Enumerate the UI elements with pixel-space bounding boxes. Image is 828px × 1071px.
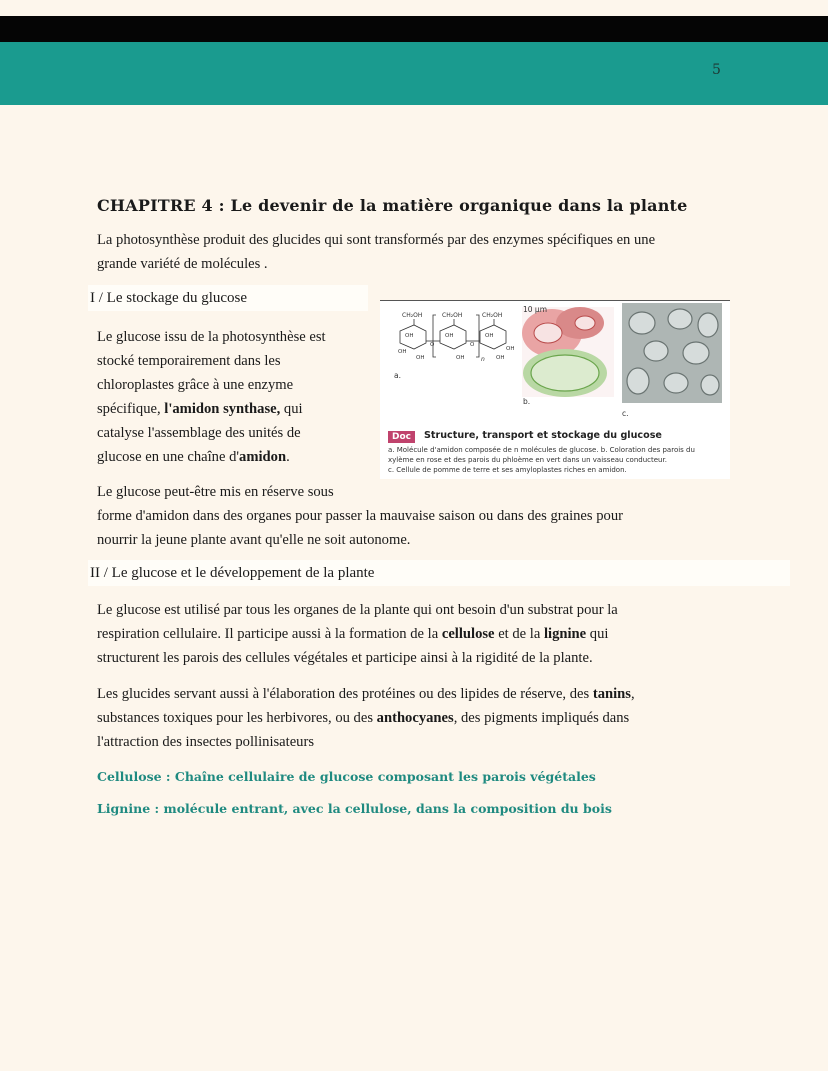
keyword-cellulose: cellulose xyxy=(441,626,495,642)
oh-label: OH xyxy=(445,333,454,339)
oh-label: OH xyxy=(405,333,414,339)
figure-label-c: c. xyxy=(622,409,629,418)
ch2oh-label: CH₂OH xyxy=(482,312,503,319)
figure-label-b: b. xyxy=(523,397,531,406)
figure-illustrations xyxy=(380,301,730,426)
ch2oh-label: CH₂OH xyxy=(442,312,463,319)
text-line: spécifique, l'amidon synthase, qui xyxy=(97,401,303,417)
section1-paragraph2 xyxy=(97,480,623,552)
figure-glucose-structure xyxy=(380,300,730,479)
intro-line: grande variété de molécules . xyxy=(97,256,268,272)
text-line: nourrir la jeune plante avant qu'elle ne soit autonome. xyxy=(97,532,411,548)
oh-label: OH xyxy=(456,355,465,361)
keyword-lignine: lignine xyxy=(543,626,587,642)
o-label: O xyxy=(470,342,475,348)
section2-paragraph2 xyxy=(97,682,635,754)
text-line: Le glucose est utilisé par tous les organes de la plante qui ont besoin d'un substrat pour la xyxy=(97,602,618,618)
definition-cellulose: Cellulose : Chaîne cellulaire de glucose composant les parois végétales xyxy=(97,769,596,784)
figure-label-a: a. xyxy=(394,371,401,380)
section1-paragraph1 xyxy=(97,325,326,469)
ch2oh-label: CH₂OH xyxy=(402,312,423,319)
text-line: l'attraction des insectes pollinisateurs xyxy=(97,734,315,750)
doc-tag: Doc xyxy=(388,431,415,443)
text-line: glucose en une chaîne d'amidon. xyxy=(97,449,290,465)
keyword-amidon: amidon xyxy=(239,449,287,465)
o-label: O xyxy=(430,342,435,348)
potato-amyloplast-micrograph xyxy=(622,303,722,403)
oh-label: OH xyxy=(496,355,505,361)
chapter-title: CHAPITRE 4 : Le devenir de la matière organique dans la plante xyxy=(97,196,688,215)
figure-title: Structure, transport et stockage du glucose xyxy=(424,430,662,441)
text-line: chloroplastes grâce à une enzyme xyxy=(97,377,294,393)
top-margin xyxy=(0,0,828,16)
text-line: stocké temporairement dans les xyxy=(97,353,281,369)
keyword-tanins: tanins xyxy=(592,686,631,702)
header-black-band xyxy=(0,16,828,42)
scale-bar-label: 10 µm xyxy=(523,305,548,314)
text-line: Le glucose issu de la photosynthèse est xyxy=(97,329,326,345)
text-line: respiration cellulaire. Il participe aussi à la formation de la cellulose et de la lignine qui xyxy=(97,626,609,642)
text-line: Le glucose peut-être mis en réserve sous xyxy=(97,484,334,500)
section2-heading: II / Le glucose et le développement de la plante xyxy=(88,560,790,586)
figure-caption-line: a. Molécule d'amidon composée de n molécules de glucose. b. Coloration des parois du xyxy=(388,446,695,454)
text-line: structurent les parois des cellules végétales et participe ainsi à la rigidité de la plante. xyxy=(97,650,593,666)
oh-label: OH xyxy=(506,346,515,352)
intro-paragraph xyxy=(97,228,655,276)
definition-lignine: Lignine : molécule entrant, avec la cellulose, dans la composition du bois xyxy=(97,801,612,816)
keyword-anthocyanes: anthocyanes xyxy=(376,710,454,726)
n-label: n xyxy=(481,356,485,363)
figure-caption-line: xylème en rose et des parois du phloème en vert dans un vaisseau conducteur. xyxy=(388,456,667,464)
text-line: catalyse l'assemblage des unités de xyxy=(97,425,301,441)
xylem-phloem-micrograph xyxy=(522,307,614,397)
oh-label: OH xyxy=(416,355,425,361)
page-number: 5 xyxy=(712,62,721,78)
text-line: Les glucides servant aussi à l'élaboration des protéines ou des lipides de réserve, des tanins, xyxy=(97,686,635,702)
section1-heading: I / Le stockage du glucose xyxy=(88,285,368,311)
figure-caption-line: c. Cellule de pomme de terre et ses amyloplastes riches en amidon. xyxy=(388,466,627,474)
header-teal-band xyxy=(0,42,828,105)
keyword-amidon-synthase: l'amidon synthase, xyxy=(164,401,281,417)
oh-label: OH xyxy=(398,349,407,355)
intro-line: La photosynthèse produit des glucides qui sont transformés par des enzymes spécifiques en une xyxy=(97,232,656,248)
text-line: forme d'amidon dans des organes pour passer la mauvaise saison ou dans des graines pour xyxy=(97,508,623,524)
section2-paragraph1 xyxy=(97,598,618,670)
text-line: substances toxiques pour les herbivores, ou des anthocyanes, des pigments impliqués dans xyxy=(97,710,630,726)
oh-label: OH xyxy=(485,333,494,339)
